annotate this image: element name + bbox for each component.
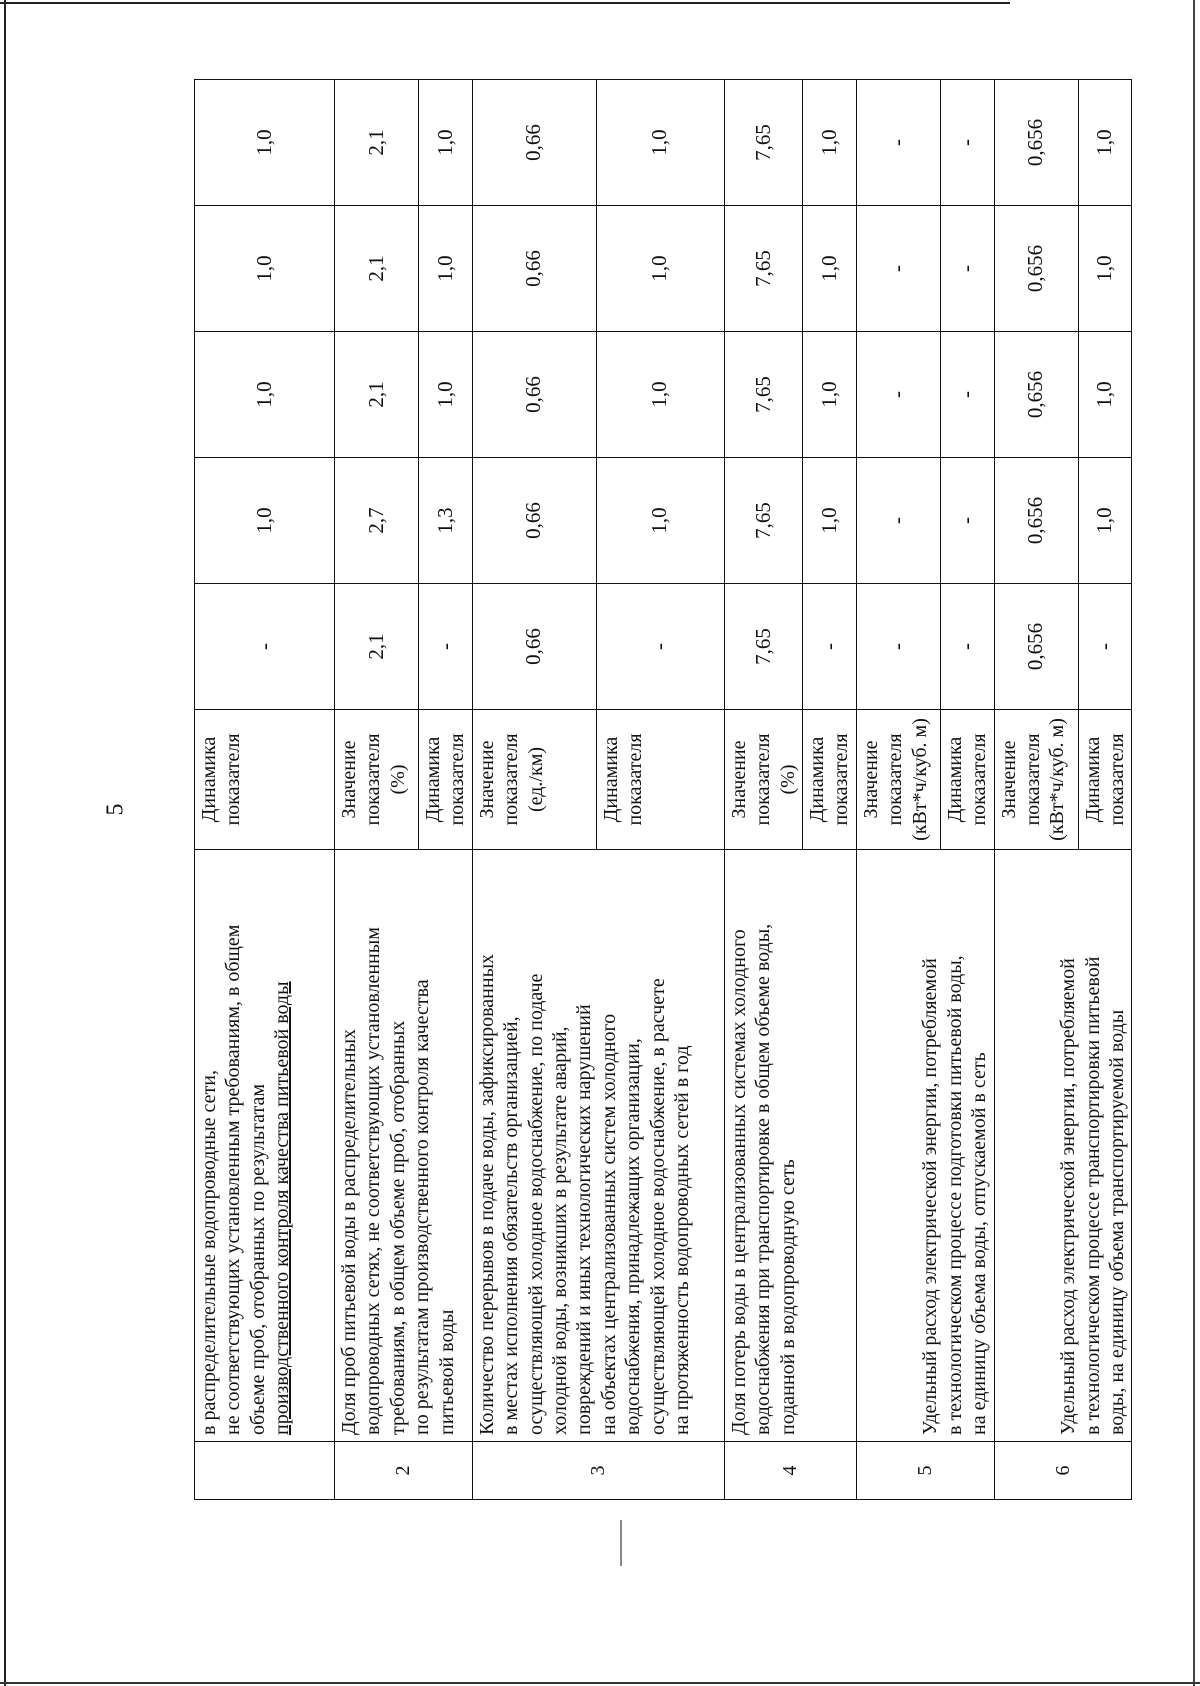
value-cell: - xyxy=(856,332,940,458)
description-line: холодной воды, возникших в результате аварий, xyxy=(548,1026,571,1435)
indicators-table xyxy=(194,79,1132,1500)
page-number: 5 xyxy=(102,803,129,816)
description-line: по результатам производственного контроля качества xyxy=(411,979,434,1435)
table-row xyxy=(472,80,596,1500)
description-line: не соответствующих установленным требованиям, в общем xyxy=(222,924,245,1435)
value-cell: 1,0 xyxy=(802,206,856,332)
scan-border-right xyxy=(1193,0,1195,1686)
scan-border-bottom xyxy=(0,1682,1200,1684)
value-cell: 2,1 xyxy=(335,332,419,458)
row-number-cell: 5 xyxy=(856,1442,994,1500)
value-cell: 0,66 xyxy=(472,458,596,584)
description-line: Количество перерывов в подаче воды, зафиксированных xyxy=(475,953,498,1435)
description-line: на единицу объема воды, отпускаемой в сеть xyxy=(968,1052,991,1435)
value-cell: 1,0 xyxy=(1078,206,1132,332)
value-cell: 1,0 xyxy=(596,458,724,584)
row-description-cell xyxy=(856,850,994,1442)
table-row xyxy=(856,80,940,1500)
description-line: Доля проб питьевой воды в распределительных xyxy=(338,1028,360,1435)
description-line: воды, на единицу объема транспортируемой воды xyxy=(1105,1009,1128,1435)
description-line: в технологическом процессе транспортировки питьевой xyxy=(1081,956,1104,1435)
value-cell: 1,0 xyxy=(1078,332,1132,458)
description-line: производственного контроля качества питьевой воды xyxy=(271,981,294,1435)
value-cell: 0,66 xyxy=(472,332,596,458)
indicator-label-cell: Динамика показателя xyxy=(195,710,335,850)
value-cell: 1,0 xyxy=(596,332,724,458)
value-cell: 1,0 xyxy=(195,332,335,458)
value-cell: 7,65 xyxy=(724,584,802,710)
value-cell: 1,0 xyxy=(1078,458,1132,584)
description-line: водоснабжения, принадлежащих организации, xyxy=(622,1038,645,1435)
value-cell: 0,66 xyxy=(472,584,596,710)
value-cell: - xyxy=(419,584,473,710)
value-cell: - xyxy=(856,206,940,332)
table-row xyxy=(724,80,802,1500)
value-cell: 1,0 xyxy=(802,458,856,584)
description-line: требованиям, в общем объеме проб, отобранных xyxy=(386,1020,409,1435)
indicator-label-cell: Динамика показателя xyxy=(1078,710,1132,850)
value-cell: - xyxy=(940,206,994,332)
value-cell: - xyxy=(856,80,940,206)
value-cell: 7,65 xyxy=(724,332,802,458)
scan-border-top xyxy=(0,2,1010,4)
value-cell: 0,656 xyxy=(994,80,1078,206)
value-cell: - xyxy=(856,584,940,710)
value-cell: - xyxy=(940,80,994,206)
row-number-cell: 6 xyxy=(994,1442,1132,1500)
table-row xyxy=(335,80,419,1500)
description-line: повреждений и иных технологических нарушений xyxy=(573,1004,596,1435)
row-description-cell xyxy=(994,850,1132,1442)
value-cell: 2,7 xyxy=(335,458,419,584)
description-line: водоснабжения при транспортировке в общем объеме воды, xyxy=(752,923,775,1435)
indicator-label-cell: Значение показателя (ед./км) xyxy=(472,710,596,850)
indicators-table-container xyxy=(194,80,1128,1500)
row-number-cell xyxy=(195,1442,335,1500)
value-cell: 0,656 xyxy=(994,584,1078,710)
value-cell: - xyxy=(596,584,724,710)
value-cell: - xyxy=(856,458,940,584)
value-cell: 7,65 xyxy=(724,206,802,332)
value-cell: 2,1 xyxy=(335,584,419,710)
description-line: Доля потерь воды в централизованных системах холодного xyxy=(727,929,750,1435)
row-description-cell xyxy=(724,850,856,1442)
value-cell: 2,1 xyxy=(335,206,419,332)
value-cell: 1,0 xyxy=(596,206,724,332)
indicator-label-cell: Динамика показателя xyxy=(802,710,856,850)
value-cell: - xyxy=(940,458,994,584)
value-cell: 0,66 xyxy=(472,206,596,332)
indicator-label-cell: Динамика показателя xyxy=(940,710,994,850)
indicator-label-cell: Значение показателя (%) xyxy=(724,710,802,850)
description-line: поданной в водопроводную сеть xyxy=(776,1159,799,1435)
table-row xyxy=(195,80,335,1500)
table-row xyxy=(994,80,1078,1500)
value-cell: 2,1 xyxy=(335,80,419,206)
value-cell: 1,0 xyxy=(419,80,473,206)
description-line: питьевой воды xyxy=(435,1309,458,1435)
value-cell: 0,656 xyxy=(994,332,1078,458)
description-line: Удельный расход электрической энергии, потребляемой xyxy=(919,958,942,1435)
row-description-cell xyxy=(472,850,724,1442)
value-cell: 7,65 xyxy=(724,80,802,206)
value-cell: 1,0 xyxy=(419,206,473,332)
description-line: в технологическом процессе подготовки питьевой воды, xyxy=(943,955,966,1435)
indicator-label-cell: Значение показателя (кВт*ч/куб. м) xyxy=(856,710,940,850)
description-line: осуществляющей холодное водоснабжение, по подаче xyxy=(524,973,547,1435)
description-line: Удельный расход электрической энергии, потребляемой xyxy=(1057,958,1080,1435)
value-cell: 1,0 xyxy=(195,80,335,206)
value-cell: 1,0 xyxy=(1078,80,1132,206)
value-cell: - xyxy=(802,584,856,710)
description-line: на объектах централизованных систем холодного xyxy=(597,1013,620,1435)
value-cell: 1,3 xyxy=(419,458,473,584)
value-cell: 0,66 xyxy=(472,80,596,206)
value-cell: 0,656 xyxy=(994,458,1078,584)
description-line: на протяженность водопроводных сетей в год xyxy=(670,1045,693,1435)
row-description-cell xyxy=(195,850,335,1442)
indicator-label-cell: Значение показателя (кВт*ч/куб. м) xyxy=(994,710,1078,850)
row-description-cell xyxy=(335,850,473,1442)
value-cell: - xyxy=(195,584,335,710)
scan-artifact-mark xyxy=(620,1520,622,1566)
value-cell: 1,0 xyxy=(195,458,335,584)
description-line: в местах исполнения обязательств организацией, xyxy=(500,1016,523,1435)
value-cell: 0,656 xyxy=(994,206,1078,332)
value-cell: 1,0 xyxy=(419,332,473,458)
description-line: объеме проб, отобранных по результатам xyxy=(246,1083,269,1435)
scan-border-left xyxy=(4,0,6,1686)
value-cell: 1,0 xyxy=(802,332,856,458)
value-cell: - xyxy=(940,332,994,458)
value-cell: 1,0 xyxy=(596,80,724,206)
value-cell: 1,0 xyxy=(802,80,856,206)
row-number-cell: 4 xyxy=(724,1442,856,1500)
value-cell: - xyxy=(1078,584,1132,710)
indicator-label-cell: Динамика показателя xyxy=(419,710,473,850)
row-number-cell: 2 xyxy=(335,1442,473,1500)
description-line: в распределительные водопроводные сети, xyxy=(198,1070,220,1435)
indicator-label-cell: Значение показателя (%) xyxy=(335,710,419,850)
description-line: водопроводных сетях, не соответствующих установленным xyxy=(362,927,385,1435)
value-cell: 1,0 xyxy=(195,206,335,332)
description-line: осуществляющей холодное водоснабжение, в расчете xyxy=(646,978,669,1435)
value-cell: - xyxy=(940,584,994,710)
indicator-label-cell: Динамика показателя xyxy=(596,710,724,850)
row-number-cell: 3 xyxy=(472,1442,724,1500)
value-cell: 7,65 xyxy=(724,458,802,584)
